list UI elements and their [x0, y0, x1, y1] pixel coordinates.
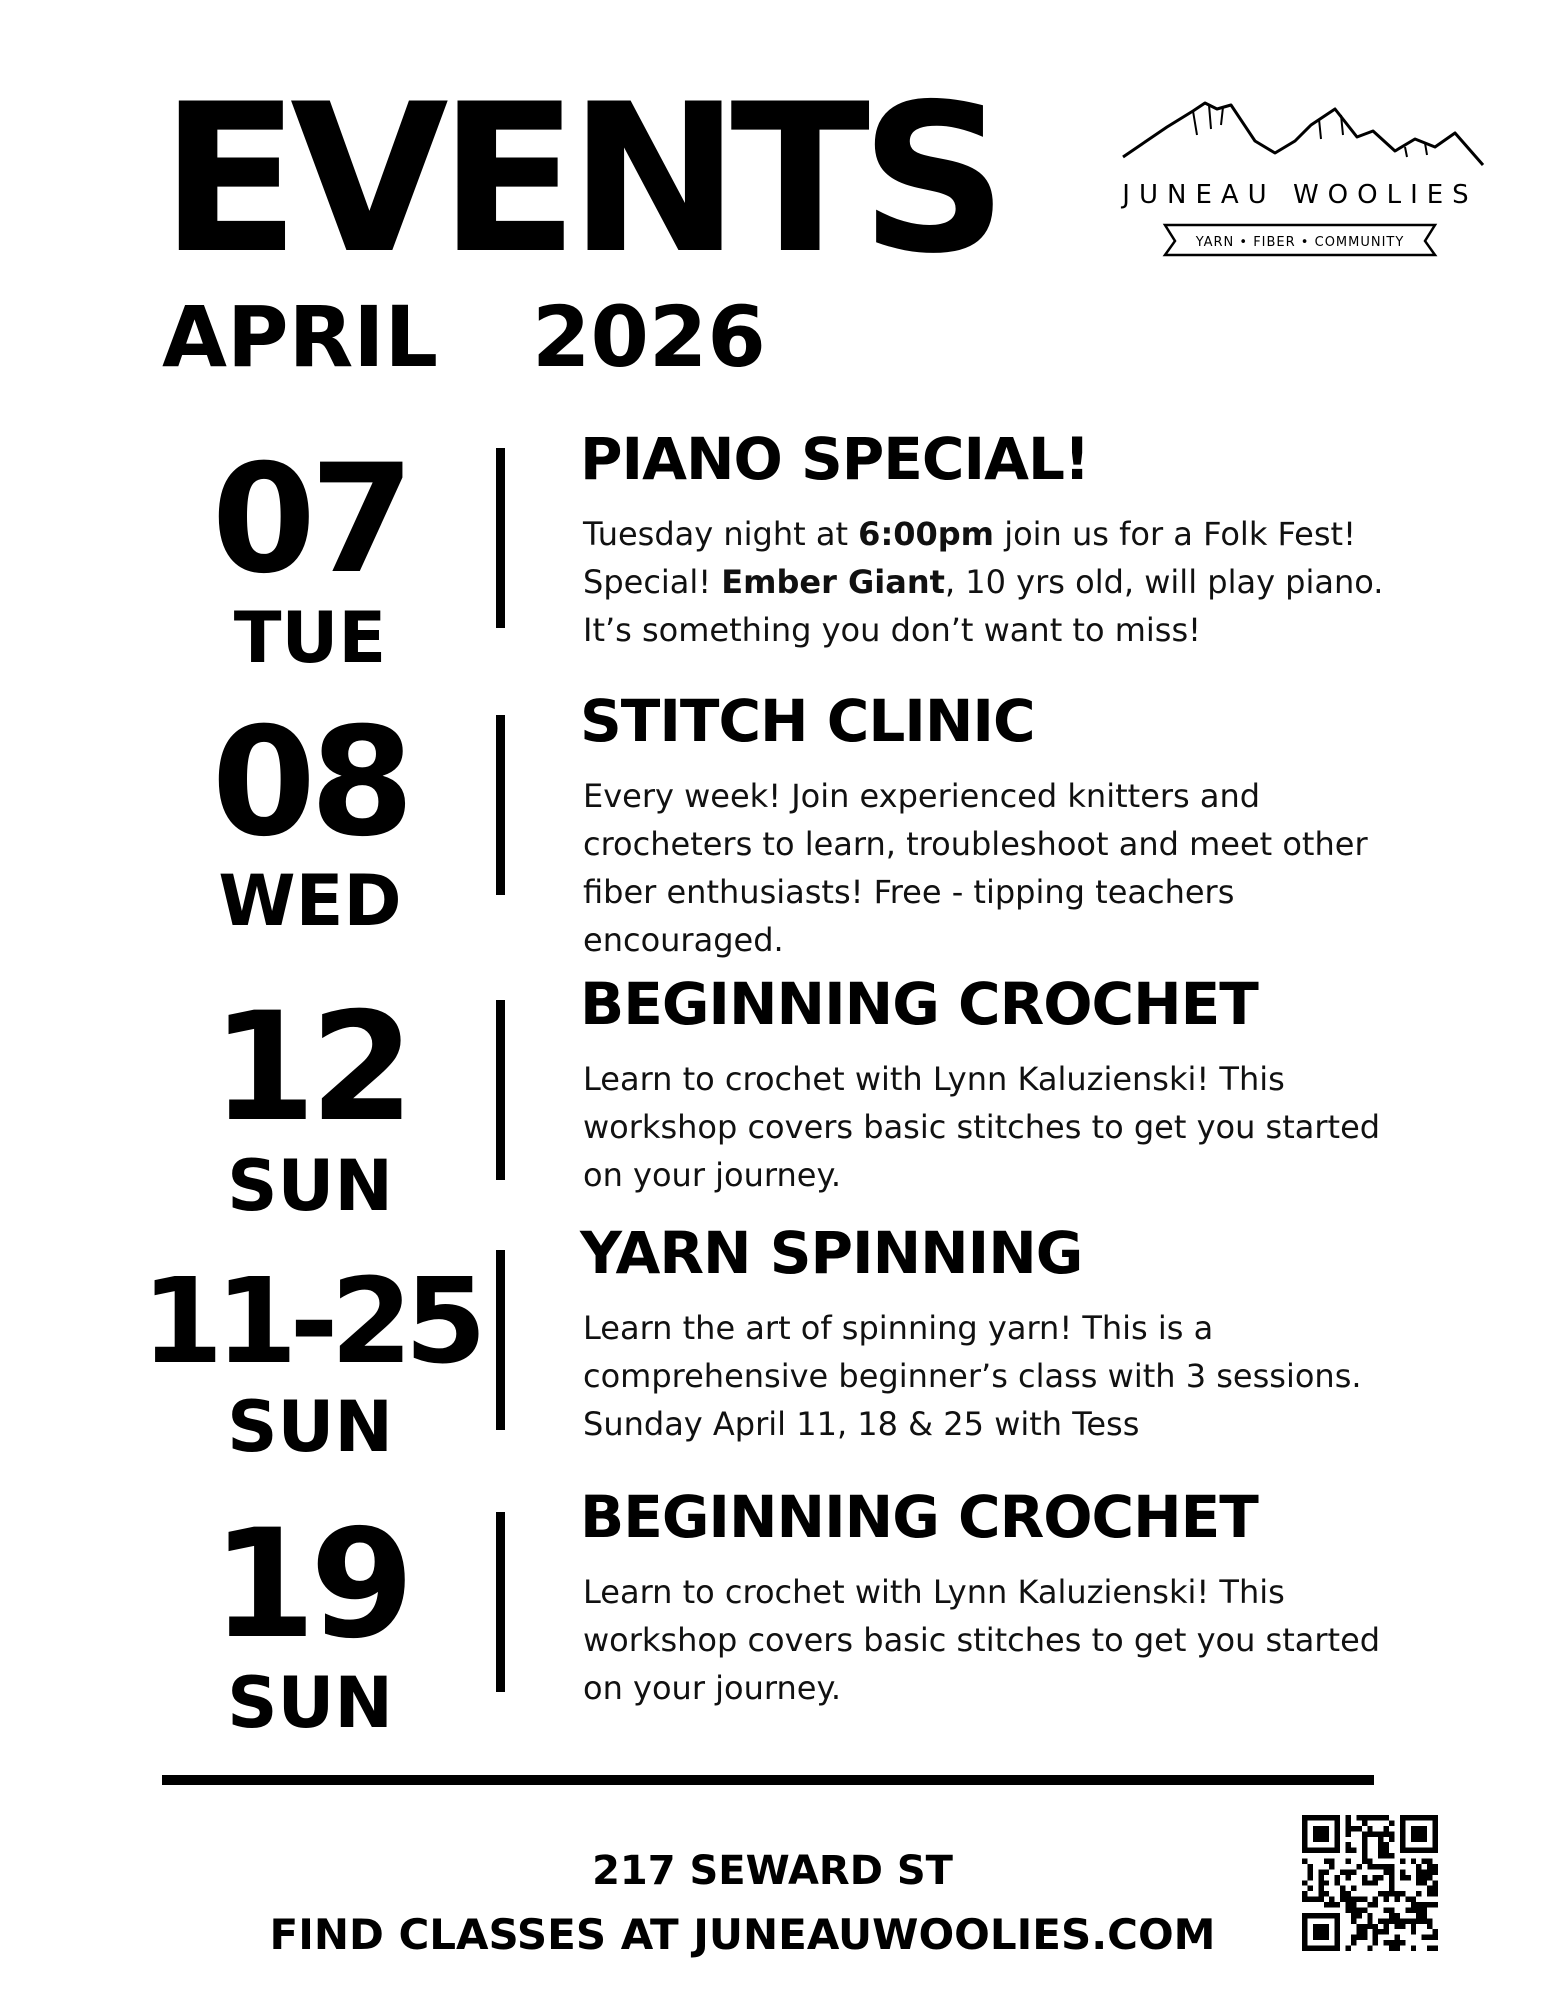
- event-date: [120, 696, 500, 942]
- event-divider: [496, 448, 505, 628]
- event-description: Every week! Join experienced knitters and crocheters to learn, troubleshoot and meet other fiber enthusiasts! Free - tipping teachers encouraged.: [583, 777, 1368, 959]
- footer-divider: [162, 1775, 1374, 1785]
- event-day: 12: [211, 981, 409, 1155]
- event-divider: [496, 1000, 505, 1180]
- event-description: Tuesday night at 6:00pm join us for a Folk Fest! Special! Ember Giant, 10 yrs old, will play piano. It’s something you don’t want to miss!: [583, 515, 1384, 649]
- event-weekday: WED: [218, 860, 402, 942]
- event-date: [120, 1498, 500, 1744]
- event-description: Learn to crochet with Lynn Kaluzienski! This workshop covers basic stitches to get you started on your journey.: [583, 1060, 1381, 1194]
- event-title: YARN SPINNING: [580, 1219, 1083, 1287]
- event-title: PIANO SPECIAL!: [580, 425, 1090, 493]
- event-title: BEGINNING CROCHET: [580, 1483, 1258, 1551]
- event-date: [120, 433, 500, 679]
- year-label: 2026: [532, 288, 766, 386]
- event-divider: [496, 1512, 505, 1692]
- event-day: 07: [211, 433, 409, 607]
- footer-address: 217 SEWARD ST: [592, 1848, 953, 1894]
- event-divider: [496, 1250, 505, 1430]
- event-day: 11-25: [141, 1252, 479, 1390]
- event-description: Learn to crochet with Lynn Kaluzienski! This workshop covers basic stitches to get you started on your journey.: [583, 1573, 1381, 1707]
- footer-website[interactable]: FIND CLASSES AT JUNEAUWOOLIES.COM: [269, 1910, 1216, 1959]
- event-weekday: SUN: [227, 1386, 393, 1468]
- event-weekday: TUE: [233, 597, 387, 679]
- qr-code-icon[interactable]: [1302, 1815, 1438, 1951]
- event-description: Learn the art of spinning yarn! This is a comprehensive beginner’s class with 3 sessions. Sunday April 11, 18 & 25 with Tess: [583, 1309, 1362, 1443]
- month-label: APRIL: [162, 288, 439, 386]
- event-date: [120, 1252, 500, 1468]
- mountain-logo-icon: [1105, 95, 1495, 265]
- event-day: 19: [211, 1498, 409, 1672]
- juneau-woolies-logo: [1105, 95, 1495, 265]
- event-date: [120, 981, 500, 1227]
- event-title: BEGINNING CROCHET: [580, 970, 1258, 1038]
- logo-brand-text: JUNEAU WOOLIES: [1122, 180, 1478, 210]
- page-title: EVENTS: [160, 61, 998, 299]
- event-day: 08: [211, 696, 409, 870]
- logo-tagline-text: YARN • FIBER • COMMUNITY: [1195, 235, 1405, 250]
- event-weekday: SUN: [227, 1145, 393, 1227]
- event-divider: [496, 715, 505, 895]
- event-title: STITCH CLINIC: [580, 687, 1035, 755]
- event-weekday: SUN: [227, 1662, 393, 1744]
